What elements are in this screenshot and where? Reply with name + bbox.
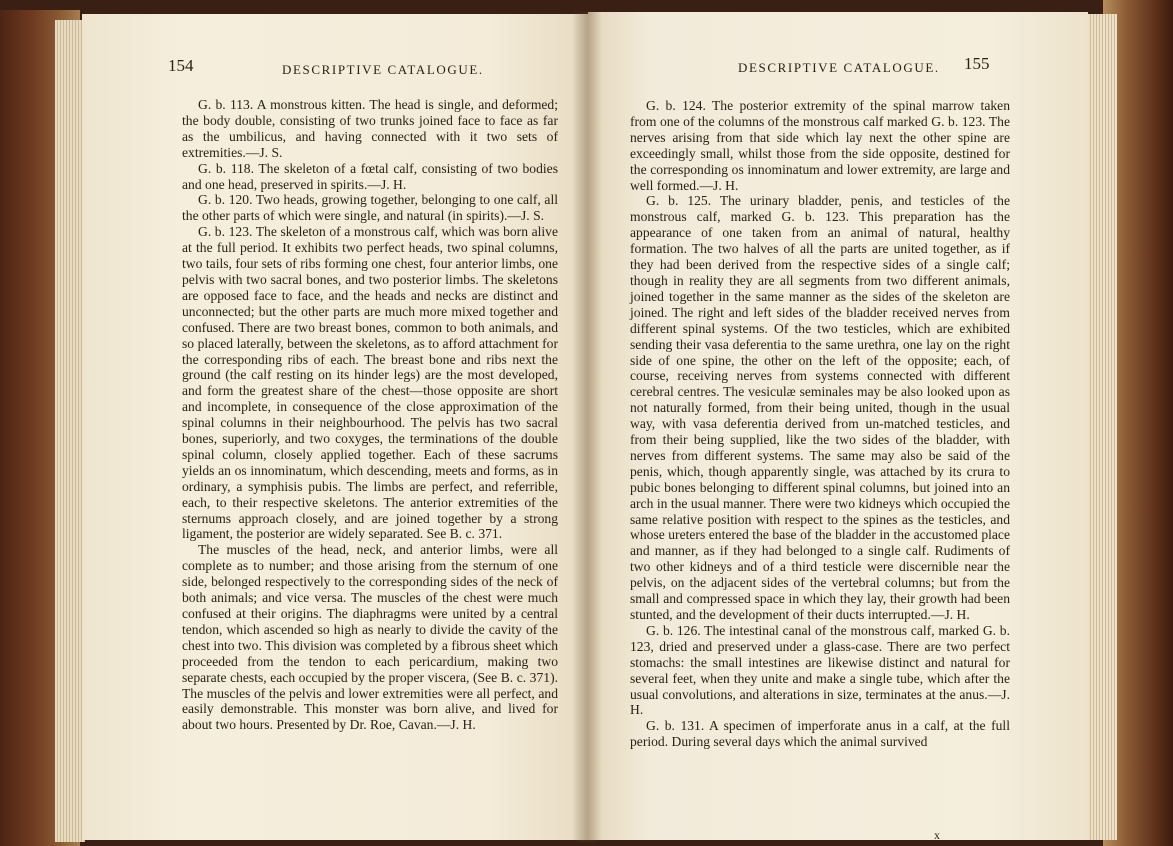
right-page	[588, 12, 1088, 840]
page-number: 155	[964, 54, 990, 73]
left-page	[82, 14, 588, 840]
catalogue-entry: G. b. 131. A specimen of imperforate anus in a calf, at the full period. During several days which the animal survived	[630, 718, 1010, 750]
catalogue-entry: G. b. 125. The urinary bladder, penis, and testicles of the monstrous calf, marked G. b. 123. This preparation has the appearance of one taken from an animal of natural, healthy formation. The two halves of all the parts are united together, as if they had been derived from the respective sides of a single calf; though in reality they are all segments from two different animals, joined together in the same manner as the sides of the skeleton are joined. The right and left sides of the bladder received nerves from different spinal systems. Of the two testicles, which are exhibited sending their vasa deferentia to the same urethra, one lay on the right side of one spine, the other on the left of the opposite; each, of course, receiving nerves from systems connected with different cerebral centres. The vesiculæ seminales may be also looked upon as not naturally formed, from their being united, though in the usual way, with vasa deferentia derived from un-matched testicles, and from their being supplied, like the two sides of the bladder, with nerves from different systems. The same may also be said of the penis, which, though apparently single, was attached by its crura to pubic bones belonging to different spinal columns, but joined into an arch in the usual manner. There were two kidneys which occupied the same relative position with respect to the spines as the testicles, and whose ureters entered the base of the bladder in the accustomed place and manner, as if they had belonged to a single calf. Rudiments of two other kidneys and of a third testicle were discernible near the pelvis, on the adjacent sides of the vertebral columns; but from the small and compressed space in which they lay, their growth had been stunted, and the development of their ducts interrupted.—J. H.	[630, 193, 1010, 622]
running-head: DESCRIPTIVE CATALOGUE.	[282, 62, 484, 77]
catalogue-entries	[630, 98, 1010, 750]
book-gutter	[572, 12, 602, 842]
catalogue-entry: G. b. 120. Two heads, growing together, belonging to one calf, all the other parts of which were single, and natural (in spirits).—J. S.	[182, 192, 558, 224]
catalogue-entries	[182, 97, 558, 733]
catalogue-entry: G. b. 118. The skeleton of a fœtal calf, consisting of two bodies and one head, preserved in spirits.—J. H.	[182, 160, 558, 192]
catalogue-entry: G. b. 126. The intestinal canal of the monstrous calf, marked G. b. 123, dried and preserved under a glass-case. There are two perfect stomachs: the small intestines are likewise distinct and natural for several feet, when they unite and make a single tube, which after the usual convolutions, and alterations in size, terminates at the anus.—J. H.	[630, 622, 1010, 718]
running-head: DESCRIPTIVE CATALOGUE.	[738, 60, 940, 75]
signature-mark: x	[934, 828, 940, 842]
catalogue-entry: G. b. 123. The skeleton of a monstrous calf, which was born alive at the full period. It exhibits two perfect heads, two spinal columns, two tails, four sets of ribs forming one chest, four anterior limbs, one pelvis with two sacral bones, and two posterior limbs. The skeletons are opposed face to face, and the heads and necks are distinct and unconnected; but the other parts are much more mixed together and confused. There are two breast bones, common to both animals, and so placed laterally, between the skeletons, as to afford attachment for the corresponding ribs of each. The breast bone and ribs next the ground (the calf resting on its hinder legs) are the most developed, and form the greatest share of the chest—those opposite are short and incomplete, in consequence of the close approximation of the spinal columns in their neighbourhood. The pelvis has two sacral bones, superiorly, and two coxyges, the terminations of the double spinal column, closely applied together. Each of these sacrums yields an os innominatum, which descending, meets and forms, as in ordinary, a symphisis pubis. The limbs are perfect, and referrible, each, to their respective skeletons. The anterior extremities of the sternums approach closely, and are joined together by a strong ligament, the posterior are widely separated. See B. c. 371.	[182, 224, 558, 542]
page-edges-right	[1085, 14, 1117, 840]
catalogue-entry: G. b. 113. A monstrous kitten. The head is single, and deformed; the body double, consisting of two trunks joined face to face as far as the umbilicus, and having connected with it two sets of extremities.—J. S.	[182, 97, 558, 160]
catalogue-entry: G. b. 124. The posterior extremity of the spinal marrow taken from one of the columns of the monstrous calf marked G. b. 123. The nerves arising from that side which lay next the other spine are exceedingly small, whilst those from the side opposite, destined for the corresponding os innominatum and lower extremity, are large and well formed.—J. H.	[630, 98, 1010, 193]
catalogue-entry: The muscles of the head, neck, and anterior limbs, were all complete as to number; and those arising from the sternum of one side, belonged respectively to the corresponding sides of the neck of both animals; and vice versa. The muscles of the chest were much confused at their origins. The diaphragms were united by a central tendon, which ascended so high as nearly to divide the cavity of the chest into two. This division was completed by a fibrous sheet which proceeded from the tendon to each pericardium, making two separate chests, each occupied by the proper viscera, (See B. c. 371). The muscles of the pelvis and lower extremities were all perfect, and easily demonstrable. This monster was born alive, and lived for about two hours. Presented by Dr. Roe, Cavan.—J. H.	[182, 542, 558, 733]
page-number: 154	[168, 56, 194, 75]
page-edges-left	[55, 20, 85, 842]
